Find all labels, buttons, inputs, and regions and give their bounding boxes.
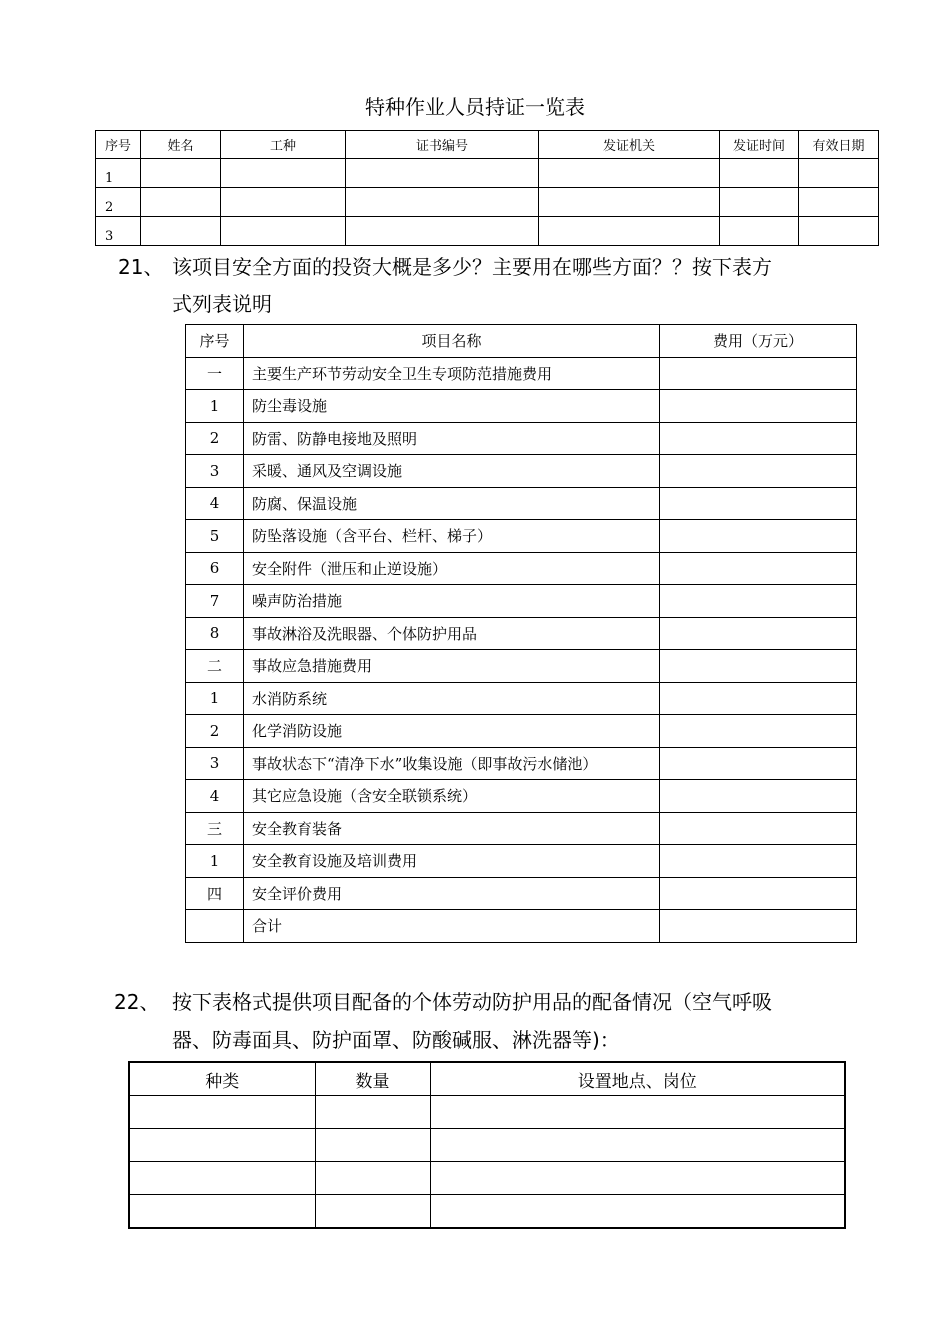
- table-row: [186, 650, 857, 683]
- table-row: [186, 520, 857, 553]
- header-cell: 发证时间: [720, 131, 799, 159]
- question-21-line2: 式列表说明: [172, 292, 272, 316]
- row-number: 1: [96, 159, 141, 188]
- item-number: 1: [186, 390, 244, 423]
- header-cell: 姓名: [141, 131, 221, 159]
- table-row: [129, 1195, 845, 1229]
- table-cell[interactable]: [720, 217, 799, 246]
- question-22-number: 22、: [114, 990, 160, 1014]
- table-row: [186, 455, 857, 488]
- item-number: 四: [186, 877, 244, 910]
- table-header-row: [186, 325, 857, 358]
- item-name: 事故淋浴及洗眼器、个体防护用品: [244, 617, 660, 650]
- item-number: 三: [186, 812, 244, 845]
- item-name: 主要生产环节劳动安全卫生专项防范措施费用: [244, 357, 660, 390]
- table-row: [186, 910, 857, 943]
- item-name: 采暖、通风及空调设施: [244, 455, 660, 488]
- table-cell[interactable]: [430, 1162, 845, 1195]
- cost-cell[interactable]: [660, 552, 857, 585]
- table-cell[interactable]: [720, 188, 799, 217]
- item-name: 其它应急设施（含安全联锁系统）: [244, 780, 660, 813]
- table-cell[interactable]: [141, 217, 221, 246]
- item-name: 防坠落设施（含平台、栏杆、梯子）: [244, 520, 660, 553]
- table-cell[interactable]: [799, 217, 879, 246]
- header-cell: 证书编号: [346, 131, 539, 159]
- table-cell[interactable]: [430, 1195, 845, 1229]
- item-name: 水消防系统: [244, 682, 660, 715]
- table-cell[interactable]: [221, 217, 346, 246]
- item-number: 1: [186, 682, 244, 715]
- table-cell[interactable]: [129, 1096, 315, 1129]
- cost-cell[interactable]: [660, 617, 857, 650]
- cost-cell[interactable]: [660, 877, 857, 910]
- table-cell[interactable]: [315, 1129, 430, 1162]
- cost-cell[interactable]: [660, 780, 857, 813]
- table-row: [186, 877, 857, 910]
- item-name: 事故状态下“清净下水”收集设施（即事故污水储池）: [244, 747, 660, 780]
- table-row: [186, 845, 857, 878]
- question-22-line1: 按下表格式提供项目配备的个体劳动防护用品的配备情况（空气呼吸: [172, 990, 772, 1014]
- item-name: 安全附件（泄压和止逆设施）: [244, 552, 660, 585]
- item-number: [186, 910, 244, 943]
- investment-table: [185, 324, 857, 943]
- table-row: [186, 715, 857, 748]
- cost-cell[interactable]: [660, 682, 857, 715]
- cost-cell[interactable]: [660, 357, 857, 390]
- table-cell[interactable]: [430, 1096, 845, 1129]
- table-header-row: [96, 131, 879, 159]
- item-name: 噪声防治措施: [244, 585, 660, 618]
- cost-cell[interactable]: [660, 747, 857, 780]
- table-row: [96, 159, 879, 188]
- item-number: 3: [186, 747, 244, 780]
- table-row: [186, 585, 857, 618]
- item-number: 2: [186, 422, 244, 455]
- table-cell[interactable]: [315, 1195, 430, 1229]
- item-name: 安全教育设施及培训费用: [244, 845, 660, 878]
- item-number: 一: [186, 357, 244, 390]
- cost-cell[interactable]: [660, 715, 857, 748]
- item-number: 5: [186, 520, 244, 553]
- table-cell[interactable]: [799, 188, 879, 217]
- table-cell[interactable]: [141, 159, 221, 188]
- table-header-row: [129, 1062, 845, 1096]
- cost-cell[interactable]: [660, 585, 857, 618]
- header-cell: 种类: [129, 1062, 315, 1096]
- question-21-line1: 该项目安全方面的投资大概是多少？主要用在哪些方面？？按下表方: [172, 255, 772, 279]
- table-row: [129, 1096, 845, 1129]
- table-cell[interactable]: [221, 188, 346, 217]
- row-number: 2: [96, 188, 141, 217]
- item-name: 安全评价费用: [244, 877, 660, 910]
- table-row: [186, 422, 857, 455]
- table-row: [186, 682, 857, 715]
- item-number: 4: [186, 780, 244, 813]
- table-row: [129, 1162, 845, 1195]
- certificate-table: [95, 130, 879, 246]
- item-number: 6: [186, 552, 244, 585]
- table-row: [96, 188, 879, 217]
- table-cell[interactable]: [141, 188, 221, 217]
- table-row: [186, 780, 857, 813]
- table-row: [186, 552, 857, 585]
- item-name: 化学消防设施: [244, 715, 660, 748]
- table-row: [129, 1129, 845, 1162]
- item-number: 二: [186, 650, 244, 683]
- table-cell[interactable]: [346, 159, 539, 188]
- row-number: 3: [96, 217, 141, 246]
- table-row: [186, 812, 857, 845]
- header-cell: 发证机关: [539, 131, 720, 159]
- header-cell: 序号: [96, 131, 141, 159]
- item-name: 防腐、保温设施: [244, 487, 660, 520]
- table-row: [186, 390, 857, 423]
- table-cell[interactable]: [346, 188, 539, 217]
- item-number: 3: [186, 455, 244, 488]
- table-cell[interactable]: [346, 217, 539, 246]
- table-row: [96, 217, 879, 246]
- table-row: [186, 617, 857, 650]
- table-cell[interactable]: [539, 217, 720, 246]
- header-cell: 工种: [221, 131, 346, 159]
- table-cell[interactable]: [315, 1096, 430, 1129]
- item-number: 8: [186, 617, 244, 650]
- table-cell[interactable]: [221, 159, 346, 188]
- header-cell: 序号: [186, 325, 244, 358]
- item-name: 合计: [244, 910, 660, 943]
- item-number: 2: [186, 715, 244, 748]
- item-name: 安全教育装备: [244, 812, 660, 845]
- table-cell[interactable]: [129, 1129, 315, 1162]
- table-row: [186, 747, 857, 780]
- item-number: 4: [186, 487, 244, 520]
- cost-cell[interactable]: [660, 487, 857, 520]
- item-number: 1: [186, 845, 244, 878]
- header-cell: 数量: [315, 1062, 430, 1096]
- table-cell[interactable]: [539, 159, 720, 188]
- cost-cell[interactable]: [660, 812, 857, 845]
- item-name: 事故应急措施费用: [244, 650, 660, 683]
- header-cell: 有效日期: [799, 131, 879, 159]
- table-row: [186, 487, 857, 520]
- question-21-number: 21、: [118, 255, 164, 279]
- cost-cell[interactable]: [660, 455, 857, 488]
- header-cell: 设置地点、岗位: [430, 1062, 845, 1096]
- table-row: [186, 357, 857, 390]
- table-cell[interactable]: [720, 159, 799, 188]
- cost-cell[interactable]: [660, 520, 857, 553]
- table-cell[interactable]: [129, 1195, 315, 1229]
- item-number: 7: [186, 585, 244, 618]
- item-name: 防尘毒设施: [244, 390, 660, 423]
- ppe-table: [128, 1061, 846, 1229]
- table-cell[interactable]: [430, 1129, 845, 1162]
- table-cell[interactable]: [315, 1162, 430, 1195]
- header-cell: 费用（万元）: [660, 325, 857, 358]
- cost-cell[interactable]: [660, 422, 857, 455]
- cost-cell[interactable]: [660, 910, 857, 943]
- table-cell[interactable]: [799, 159, 879, 188]
- item-name: 防雷、防静电接地及照明: [244, 422, 660, 455]
- cost-cell[interactable]: [660, 845, 857, 878]
- table-cell[interactable]: [129, 1162, 315, 1195]
- question-22-line2: 器、防毒面具、防护面罩、防酸碱服、淋洗器等)：: [172, 1028, 620, 1052]
- table-cell[interactable]: [539, 188, 720, 217]
- header-cell: 项目名称: [244, 325, 660, 358]
- certificate-table-title: 特种作业人员持证一览表: [365, 95, 585, 119]
- cost-cell[interactable]: [660, 650, 857, 683]
- cost-cell[interactable]: [660, 390, 857, 423]
